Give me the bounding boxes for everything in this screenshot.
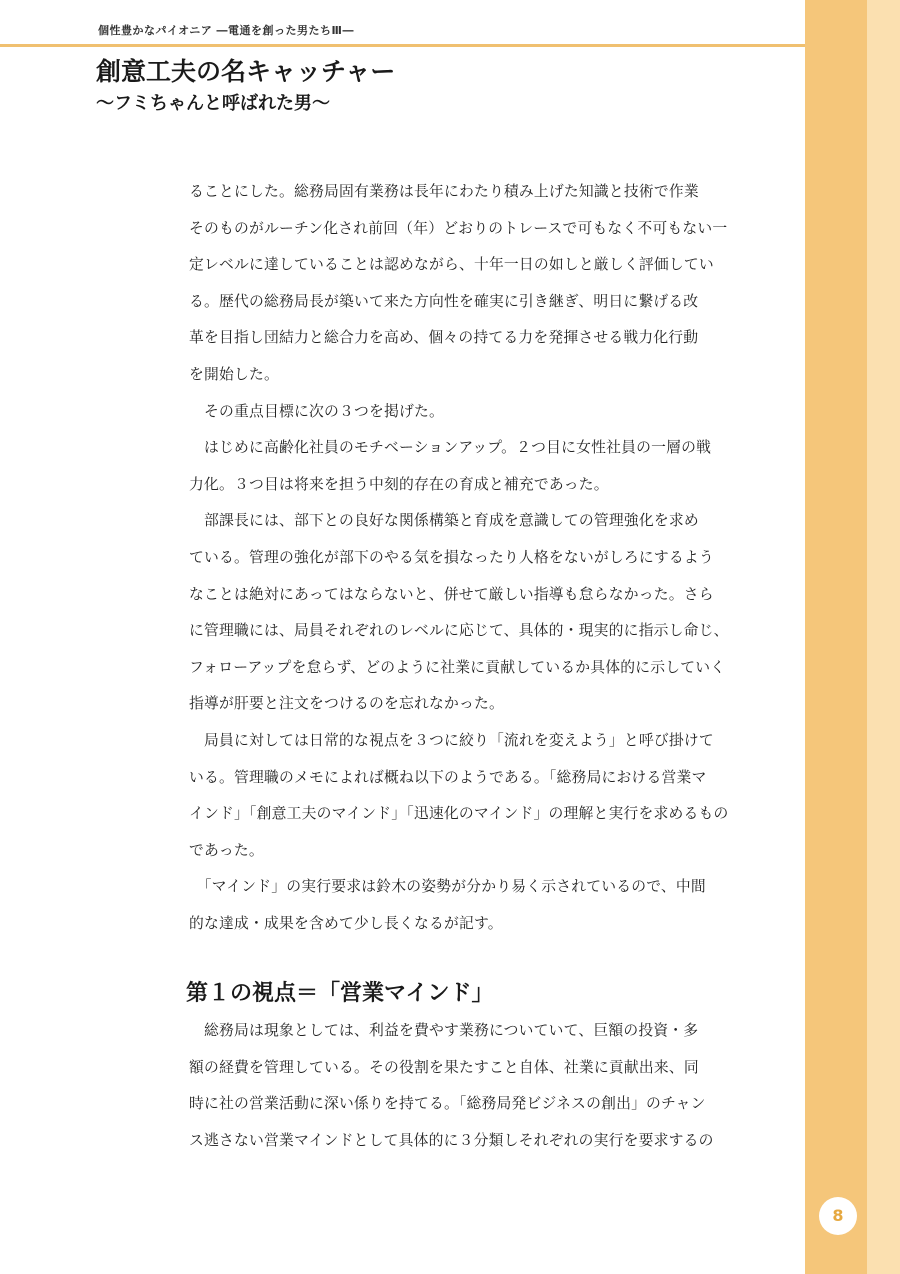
body-line: インド」「創意工夫のマインド」「迅速化のマインド」の理解と実行を求めるもの: [189, 805, 729, 823]
page-number: 8: [819, 1197, 857, 1235]
running-head: 個性豊かなパイオニア ―電通を創った男たちⅢ―: [98, 24, 354, 37]
body-line: 革を目指し団結力と総合力を高め、個々の持てる力を発揮させる戦力化行動: [189, 329, 699, 347]
body-line: 局員に対しては日常的な視点を３つに絞り「流れを変えよう」と呼び掛けて: [189, 731, 714, 749]
section-heading: 第１の視点＝「営業マインド」: [186, 980, 494, 1006]
body-line: ることにした。総務局固有業務は長年にわたり積み上げた知識と技術で作業: [189, 183, 699, 200]
body-line: 的な達成・成果を含めて少し長くなるが記す。: [189, 914, 503, 932]
body-line: 定レベルに達していることは認めながら、十年一日の如しと厳しく評価してい: [189, 256, 714, 274]
body-line: フォローアップを怠らず、どのように社業に貢献しているか具体的に示していく: [189, 658, 726, 676]
body-line: 力化。３つ目は将来を担う中刻的存在の育成と補充であった。: [189, 475, 609, 493]
body-line: ている。管理の強化が部下のやる気を損なったり人格をないがしろにするよう: [189, 548, 714, 566]
page-title: 創意工夫の名キャッチャー: [96, 57, 396, 86]
header-rule: [0, 44, 805, 47]
side-band-edge: [867, 0, 900, 1274]
section-line: 総務局は現象としては、利益を費やす業務についていて、巨額の投資・多: [189, 1022, 699, 1039]
body-line: その重点目標に次の３つを掲げた。: [189, 402, 444, 420]
body-line: なことは絶対にあってはならないと、併せて厳しい指導も怠らなかった。さら: [189, 585, 714, 603]
body-line: る。歴代の総務局長が築いて来た方向性を確実に引き継ぎ、明日に繋げる改: [189, 292, 699, 310]
body-line: を開始した。: [189, 365, 279, 383]
page-subtitle: 〜フミちゃんと呼ばれた男〜: [96, 93, 330, 114]
section-line: 額の経費を管理している。その役割を果たすこと自体、社業に貢献出来、同: [189, 1058, 699, 1076]
body-line: はじめに高齢化社員のモチベーションアップ。２つ目に女性社員の一層の戦: [189, 439, 712, 457]
section-text: [189, 1017, 749, 1163]
body-text: [189, 178, 749, 946]
section-line: 時に社の営業活動に深い係りを持てる。「総務局発ビジネスの創出」のチャン: [189, 1095, 706, 1113]
body-line: 「マインド」の実行要求は鈴木の姿勢が分かり易く示されているので、中間: [189, 878, 706, 896]
body-line: そのものがルーチン化され前回（年）どおりのトレースで可もなく不可もない一: [189, 219, 728, 237]
body-line: であった。: [189, 841, 264, 859]
body-line: 部課長には、部下との良好な関係構築と育成を意識しての管理強化を求め: [189, 512, 699, 530]
body-line: に管理職には、局員それぞれのレベルに応じて、具体的・現実的に指示し命じ、: [189, 622, 729, 640]
body-line: いる。管理職のメモによれば概ね以下のようである。「総務局における営業マ: [189, 768, 707, 786]
body-line: 指導が肝要と注文をつけるのを忘れなかった。: [189, 695, 504, 713]
side-band: [805, 0, 867, 1274]
section-line: ス逃さない営業マインドとして具体的に３分類しそれぞれの実行を要求するの: [189, 1131, 714, 1149]
